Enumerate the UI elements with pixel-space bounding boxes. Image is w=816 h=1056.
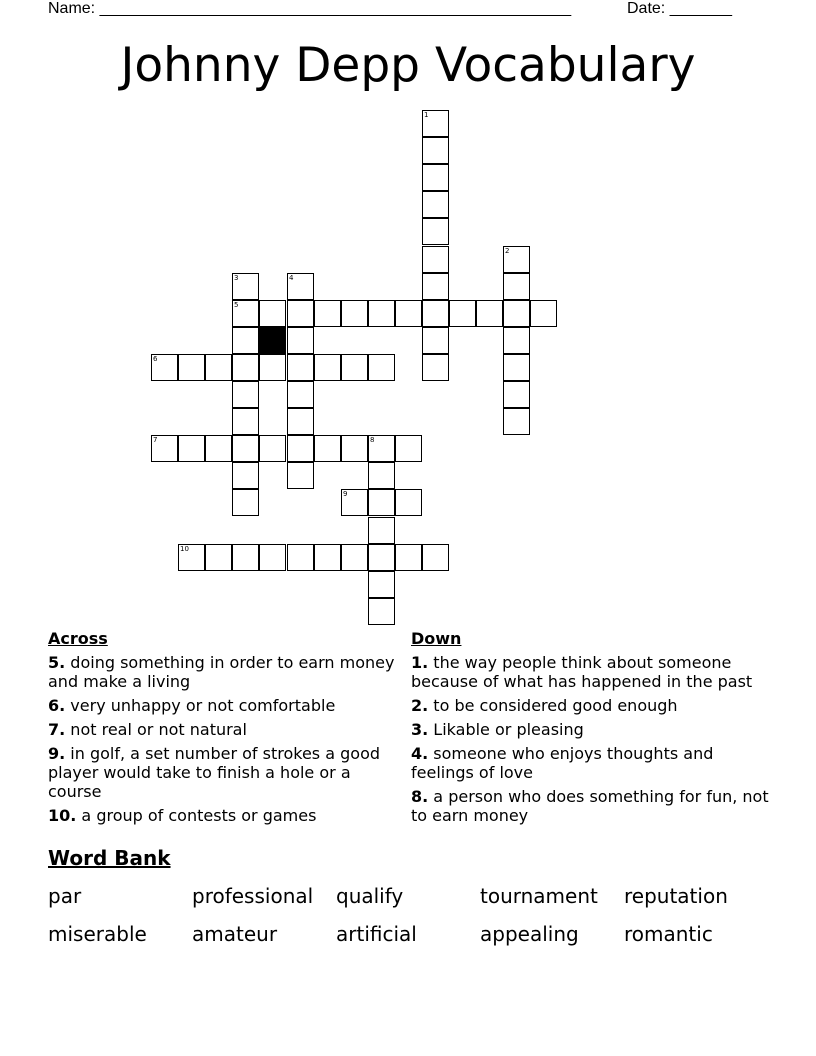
clue-number: 1. bbox=[411, 653, 429, 672]
grid-cell[interactable] bbox=[422, 354, 449, 381]
clue-number: 9. bbox=[48, 744, 66, 763]
grid-cell[interactable] bbox=[368, 598, 395, 625]
across-clue bbox=[48, 720, 403, 739]
grid-cell[interactable] bbox=[368, 354, 395, 381]
word-bank-word: amateur bbox=[192, 922, 278, 946]
grid-cell[interactable] bbox=[314, 544, 341, 571]
grid-cell[interactable] bbox=[287, 544, 314, 571]
grid-cell[interactable] bbox=[178, 544, 205, 571]
word-bank-word: reputation bbox=[624, 884, 728, 908]
grid-cell[interactable] bbox=[503, 246, 530, 273]
across-clues bbox=[48, 629, 403, 830]
page-title: Johnny Depp Vocabulary bbox=[120, 38, 696, 93]
grid-cell[interactable] bbox=[341, 354, 368, 381]
grid-cell[interactable] bbox=[232, 327, 259, 354]
clue-number: 6. bbox=[48, 696, 66, 715]
grid-cell[interactable] bbox=[287, 408, 314, 435]
grid-cell[interactable] bbox=[151, 354, 178, 381]
grid-cell[interactable] bbox=[449, 300, 476, 327]
grid-cell[interactable] bbox=[395, 489, 422, 516]
grid-cell[interactable] bbox=[368, 517, 395, 544]
grid-cell[interactable] bbox=[368, 544, 395, 571]
word-bank-heading: Word Bank bbox=[48, 846, 171, 870]
grid-cell[interactable] bbox=[503, 300, 530, 327]
clue-text: the way people think about someone because of what has happened in the past bbox=[411, 653, 753, 691]
grid-cell[interactable] bbox=[232, 435, 259, 462]
word-bank-word: tournament bbox=[480, 884, 598, 908]
clue-number: 4. bbox=[411, 744, 429, 763]
grid-cell[interactable] bbox=[341, 489, 368, 516]
grid-cell[interactable] bbox=[395, 300, 422, 327]
grid-cell[interactable] bbox=[503, 273, 530, 300]
grid-cell[interactable] bbox=[287, 381, 314, 408]
grid-cell[interactable] bbox=[395, 544, 422, 571]
word-bank-word: miserable bbox=[48, 922, 147, 946]
grid-cell[interactable] bbox=[232, 408, 259, 435]
grid-cell[interactable] bbox=[287, 462, 314, 489]
clue-number: 10. bbox=[48, 806, 77, 825]
clue-number: 4 bbox=[289, 274, 294, 282]
word-bank-word: professional bbox=[192, 884, 314, 908]
grid-cell[interactable] bbox=[422, 300, 449, 327]
clue-number: 5. bbox=[48, 653, 66, 672]
down-heading: Down bbox=[411, 629, 462, 648]
grid-cell[interactable] bbox=[314, 435, 341, 462]
grid-cell[interactable] bbox=[422, 218, 449, 245]
grid-cell[interactable] bbox=[232, 544, 259, 571]
down-clue bbox=[411, 744, 776, 782]
across-clue-list bbox=[48, 653, 403, 825]
grid-cell[interactable] bbox=[368, 300, 395, 327]
grid-cell[interactable] bbox=[368, 571, 395, 598]
grid-cell[interactable] bbox=[259, 544, 286, 571]
grid-cell[interactable] bbox=[368, 462, 395, 489]
grid-cell[interactable] bbox=[368, 435, 395, 462]
grid-cell[interactable] bbox=[422, 137, 449, 164]
grid-cell[interactable] bbox=[205, 544, 232, 571]
grid-cell[interactable] bbox=[287, 354, 314, 381]
grid-cell[interactable] bbox=[178, 354, 205, 381]
grid-cell[interactable] bbox=[151, 435, 178, 462]
grid-cell[interactable] bbox=[259, 354, 286, 381]
grid-cell[interactable] bbox=[476, 300, 503, 327]
grid-cell[interactable] bbox=[314, 354, 341, 381]
grid-cell[interactable] bbox=[395, 435, 422, 462]
grid-cell[interactable] bbox=[178, 435, 205, 462]
down-clue-list bbox=[411, 653, 776, 825]
down-clue bbox=[411, 787, 776, 825]
grid-cell[interactable] bbox=[422, 327, 449, 354]
grid-cell[interactable] bbox=[341, 435, 368, 462]
across-clue bbox=[48, 696, 403, 715]
grid-cell[interactable] bbox=[503, 354, 530, 381]
grid-cell[interactable] bbox=[341, 544, 368, 571]
grid-cell[interactable] bbox=[530, 300, 557, 327]
clue-number: 7. bbox=[48, 720, 66, 739]
word-bank-word: romantic bbox=[624, 922, 713, 946]
grid-cell[interactable] bbox=[232, 381, 259, 408]
clue-text: to be considered good enough bbox=[428, 696, 678, 715]
clue-text: Likable or pleasing bbox=[428, 720, 584, 739]
clue-text: in golf, a set number of strokes a good player would take to finish a hole or a course bbox=[48, 744, 381, 801]
across-clue bbox=[48, 806, 403, 825]
word-bank-word: par bbox=[48, 884, 82, 908]
word-bank-word: artificial bbox=[336, 922, 417, 946]
grid-cell[interactable] bbox=[232, 489, 259, 516]
across-clue bbox=[48, 744, 403, 801]
grid-cell[interactable] bbox=[422, 110, 449, 137]
grid-cell[interactable] bbox=[422, 246, 449, 273]
clue-text: someone who enjoys thoughts and feelings of love bbox=[411, 744, 714, 782]
clue-number: 8. bbox=[411, 787, 429, 806]
clue-number: 5 bbox=[234, 301, 239, 309]
clue-number: 2 bbox=[505, 247, 510, 255]
clue-number: 8 bbox=[370, 436, 375, 444]
grid-cell[interactable] bbox=[259, 300, 286, 327]
grid-cell[interactable] bbox=[232, 273, 259, 300]
grid-cell[interactable] bbox=[368, 489, 395, 516]
grid-block-cell bbox=[259, 327, 286, 354]
clue-text: a person who does something for fun, not to earn money bbox=[411, 787, 769, 825]
clue-text: a group of contests or games bbox=[76, 806, 317, 825]
clue-number: 6 bbox=[153, 355, 158, 363]
grid-cell[interactable] bbox=[422, 164, 449, 191]
down-clues bbox=[411, 629, 776, 830]
grid-cell[interactable] bbox=[287, 273, 314, 300]
clue-text: very unhappy or not comfortable bbox=[65, 696, 336, 715]
down-clue bbox=[411, 696, 776, 715]
grid-cell[interactable] bbox=[341, 300, 368, 327]
clue-number: 3 bbox=[234, 274, 239, 282]
grid-cell[interactable] bbox=[287, 300, 314, 327]
clue-text: doing something in order to earn money and make a living bbox=[48, 653, 395, 691]
word-bank-word: appealing bbox=[480, 922, 579, 946]
grid-cell[interactable] bbox=[205, 354, 232, 381]
clue-number: 9 bbox=[343, 490, 348, 498]
across-clue bbox=[48, 653, 403, 691]
grid-cell[interactable] bbox=[422, 191, 449, 218]
grid-cell[interactable] bbox=[205, 435, 232, 462]
grid-cell[interactable] bbox=[503, 327, 530, 354]
clue-number: 10 bbox=[180, 545, 189, 553]
clue-text: not real or not natural bbox=[65, 720, 247, 739]
down-clue bbox=[411, 653, 776, 691]
down-clue bbox=[411, 720, 776, 739]
grid-cell[interactable] bbox=[503, 381, 530, 408]
grid-cell[interactable] bbox=[503, 408, 530, 435]
clue-number: 2. bbox=[411, 696, 429, 715]
grid-cell[interactable] bbox=[422, 273, 449, 300]
clue-number: 7 bbox=[153, 436, 158, 444]
clue-number: 1 bbox=[424, 111, 429, 119]
grid-cell[interactable] bbox=[232, 300, 259, 327]
clue-number: 3. bbox=[411, 720, 429, 739]
date-field-label: Date: _______ bbox=[627, 0, 732, 17]
grid-cell[interactable] bbox=[422, 544, 449, 571]
name-field-label: Name: _____________________________________________________ bbox=[48, 0, 572, 17]
grid-cell[interactable] bbox=[287, 435, 314, 462]
grid-cell[interactable] bbox=[259, 435, 286, 462]
word-bank-word: qualify bbox=[336, 884, 404, 908]
grid-cell[interactable] bbox=[287, 327, 314, 354]
grid-cell[interactable] bbox=[314, 300, 341, 327]
grid-cell[interactable] bbox=[232, 462, 259, 489]
across-heading: Across bbox=[48, 629, 108, 648]
grid-cell[interactable] bbox=[232, 354, 259, 381]
